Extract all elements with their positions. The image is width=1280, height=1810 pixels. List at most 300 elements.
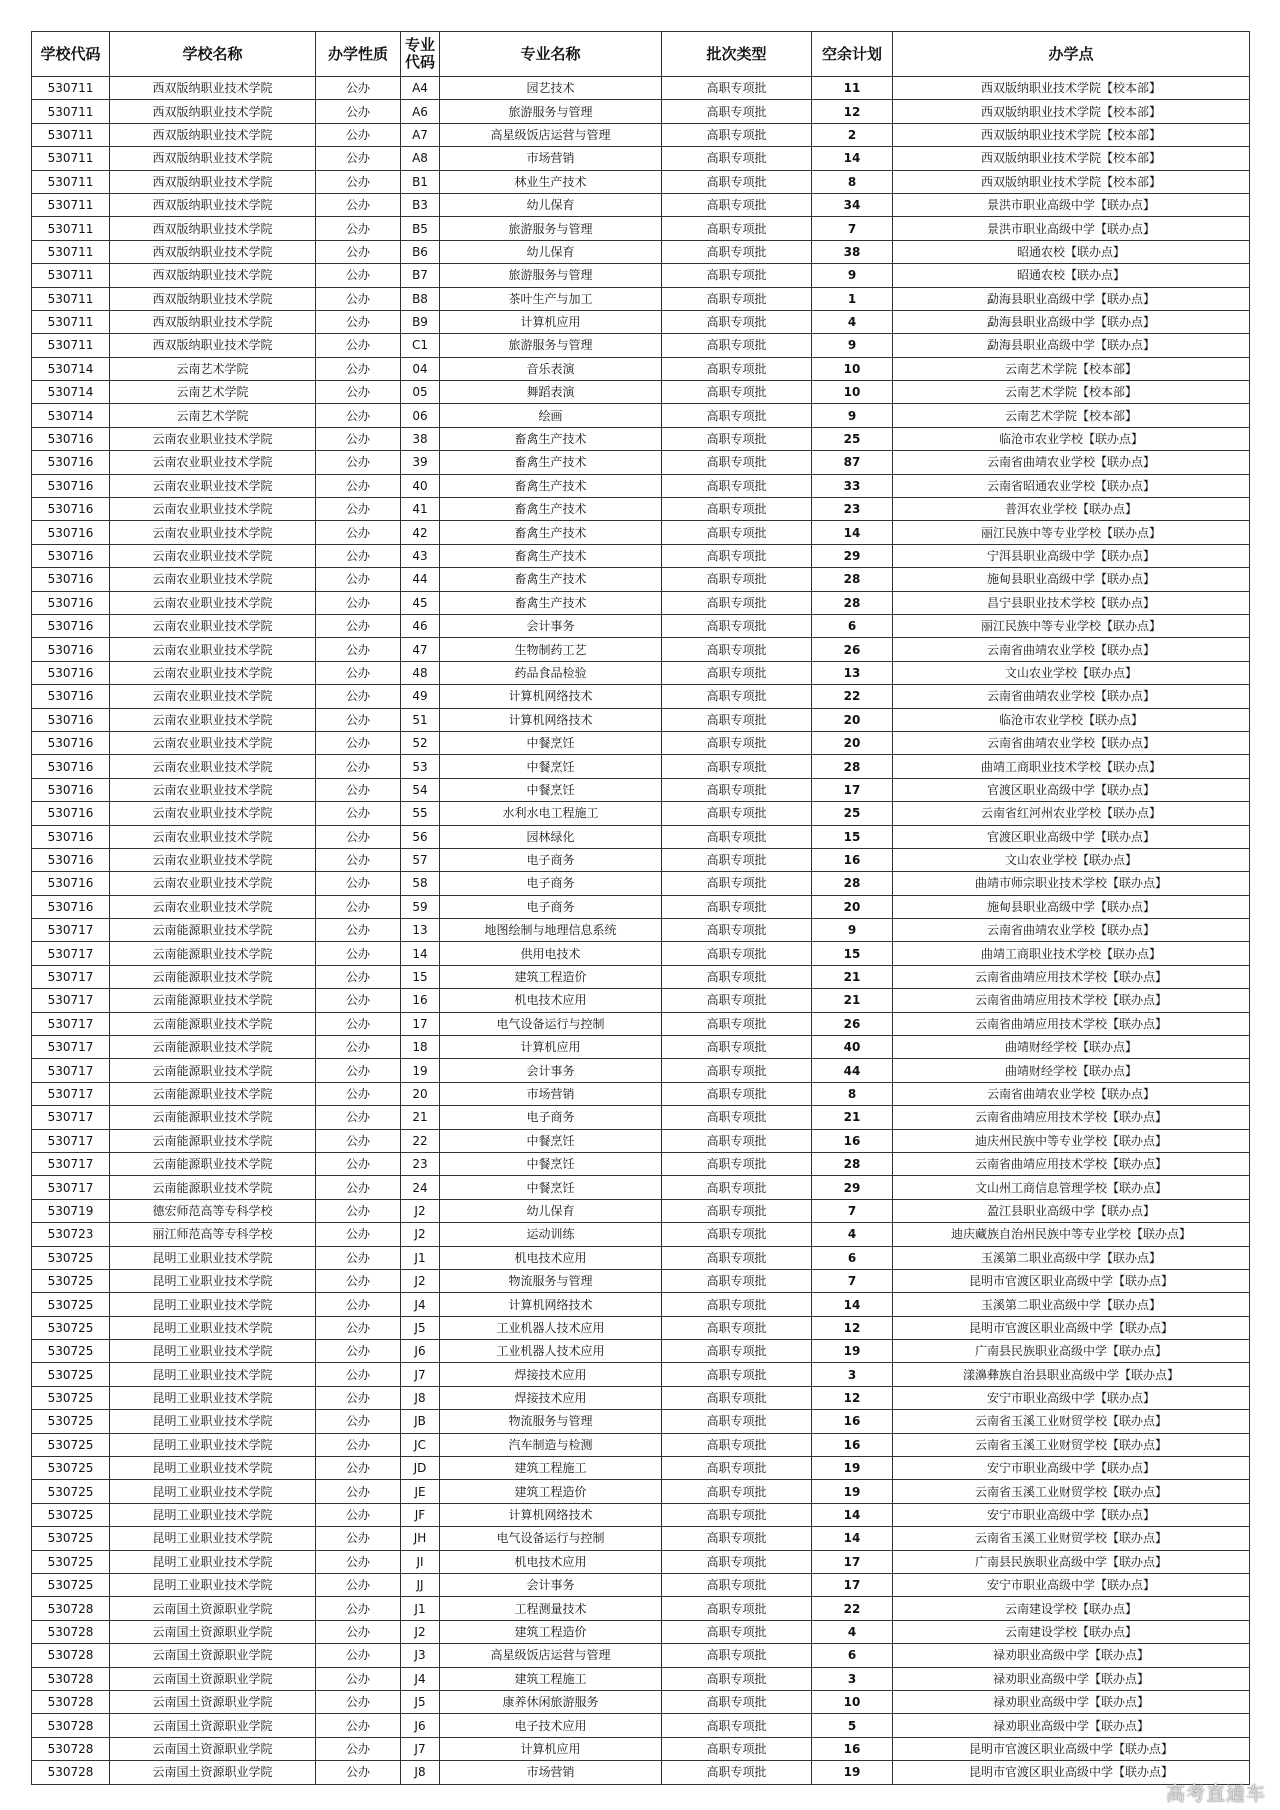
school-name-cell: 昆明工业职业技术学院 <box>110 1386 316 1409</box>
school-code-cell: 530728 <box>32 1597 110 1620</box>
major-code-cell: JH <box>401 1527 440 1550</box>
school-name-cell: 昆明工业职业技术学院 <box>110 1480 316 1503</box>
table-row <box>32 614 1250 637</box>
major-name-cell: 康养休闲旅游服务 <box>440 1690 662 1713</box>
school-code-cell: 530711 <box>32 310 110 333</box>
major-name-cell: 市场营销 <box>440 1761 662 1784</box>
campus-cell: 西双版纳职业技术学院【校本部】 <box>893 100 1250 123</box>
major-code-cell: 19 <box>401 1059 440 1082</box>
school-code-cell: 530716 <box>32 802 110 825</box>
school-type-cell: 公办 <box>316 498 401 521</box>
school-name-cell: 昆明工业职业技术学院 <box>110 1433 316 1456</box>
table-row <box>32 381 1250 404</box>
major-name-cell: 中餐烹饪 <box>440 778 662 801</box>
batch-type-cell: 高职专项批 <box>662 1199 812 1222</box>
school-code-cell: 530717 <box>32 965 110 988</box>
school-name-cell: 云南农业职业技术学院 <box>110 614 316 637</box>
school-type-cell: 公办 <box>316 1737 401 1760</box>
school-code-cell: 530725 <box>32 1316 110 1339</box>
major-code-cell: J8 <box>401 1386 440 1409</box>
batch-type-cell: 高职专项批 <box>662 1082 812 1105</box>
major-name-cell: 中餐烹饪 <box>440 1176 662 1199</box>
campus-cell: 玉溪第二职业高级中学【联办点】 <box>893 1246 1250 1269</box>
school-code-cell: 530717 <box>32 1036 110 1059</box>
campus-cell: 曲靖工商职业技术学校【联办点】 <box>893 942 1250 965</box>
campus-cell: 昆明市官渡区职业高级中学【联办点】 <box>893 1316 1250 1339</box>
school-type-cell: 公办 <box>316 1597 401 1620</box>
major-code-cell: JD <box>401 1457 440 1480</box>
vacant-plan-cell: 15 <box>812 825 893 848</box>
major-code-cell: 48 <box>401 661 440 684</box>
major-name-cell: 会计事务 <box>440 614 662 637</box>
batch-type-cell: 高职专项批 <box>662 1574 812 1597</box>
school-name-cell: 西双版纳职业技术学院 <box>110 264 316 287</box>
school-name-cell: 云南艺术学院 <box>110 404 316 427</box>
major-code-cell: J1 <box>401 1597 440 1620</box>
major-code-cell: 47 <box>401 638 440 661</box>
table-row <box>32 1340 1250 1363</box>
major-name-cell: 供用电技术 <box>440 942 662 965</box>
school-code-cell: 530711 <box>32 147 110 170</box>
batch-type-cell: 高职专项批 <box>662 1737 812 1760</box>
school-name-cell: 昆明工业职业技术学院 <box>110 1246 316 1269</box>
school-type-cell: 公办 <box>316 825 401 848</box>
campus-cell: 昆明市官渡区职业高级中学【联办点】 <box>893 1761 1250 1784</box>
table-row <box>32 451 1250 474</box>
table-row <box>32 755 1250 778</box>
major-code-cell: 39 <box>401 451 440 474</box>
batch-type-cell: 高职专项批 <box>662 685 812 708</box>
vacant-plan-cell: 19 <box>812 1340 893 1363</box>
vacant-plan-cell: 3 <box>812 1667 893 1690</box>
school-name-cell: 云南农业职业技术学院 <box>110 778 316 801</box>
batch-type-cell: 高职专项批 <box>662 77 812 100</box>
major-code-cell: 58 <box>401 872 440 895</box>
school-type-cell: 公办 <box>316 1152 401 1175</box>
school-type-cell: 公办 <box>316 1269 401 1292</box>
major-name-cell: 畜禽生产技术 <box>440 568 662 591</box>
batch-type-cell: 高职专项批 <box>662 1316 812 1339</box>
batch-type-cell: 高职专项批 <box>662 1690 812 1713</box>
table-row <box>32 919 1250 942</box>
vacant-plan-cell: 29 <box>812 544 893 567</box>
batch-type-cell: 高职专项批 <box>662 1059 812 1082</box>
vacant-plan-cell: 8 <box>812 170 893 193</box>
school-type-cell: 公办 <box>316 965 401 988</box>
batch-type-cell: 高职专项批 <box>662 1597 812 1620</box>
major-code-cell: J5 <box>401 1316 440 1339</box>
campus-cell: 云南艺术学院【校本部】 <box>893 381 1250 404</box>
table-row <box>32 1737 1250 1760</box>
batch-type-cell: 高职专项批 <box>662 895 812 918</box>
school-type-cell: 公办 <box>316 568 401 591</box>
school-code-cell: 530725 <box>32 1293 110 1316</box>
vacant-plan-cell: 20 <box>812 708 893 731</box>
school-name-cell: 昆明工业职业技术学院 <box>110 1363 316 1386</box>
table-row <box>32 123 1250 146</box>
school-code-cell: 530716 <box>32 521 110 544</box>
vacant-plan-cell: 21 <box>812 1106 893 1129</box>
campus-cell: 云南省曲靖农业学校【联办点】 <box>893 919 1250 942</box>
table-row <box>32 591 1250 614</box>
table-row <box>32 1550 1250 1573</box>
batch-type-cell: 高职专项批 <box>662 919 812 942</box>
major-name-cell: 中餐烹饪 <box>440 731 662 754</box>
batch-type-cell: 高职专项批 <box>662 661 812 684</box>
major-code-cell: 04 <box>401 357 440 380</box>
school-name-cell: 云南国土资源职业学院 <box>110 1737 316 1760</box>
major-name-cell: 建筑工程施工 <box>440 1667 662 1690</box>
major-name-cell: 电子商务 <box>440 872 662 895</box>
table-row <box>32 708 1250 731</box>
batch-type-cell: 高职专项批 <box>662 1223 812 1246</box>
batch-type-cell: 高职专项批 <box>662 989 812 1012</box>
vacant-plan-cell: 28 <box>812 872 893 895</box>
school-code-cell: 530717 <box>32 1082 110 1105</box>
campus-cell: 临沧市农业学校【联办点】 <box>893 427 1250 450</box>
vacant-plan-cell: 11 <box>812 77 893 100</box>
major-code-cell: 55 <box>401 802 440 825</box>
vacant-plan-cell: 22 <box>812 685 893 708</box>
batch-type-cell: 高职专项批 <box>662 1176 812 1199</box>
table-row <box>32 264 1250 287</box>
school-code-cell: 530716 <box>32 474 110 497</box>
school-name-cell: 云南农业职业技术学院 <box>110 474 316 497</box>
major-code-cell: A8 <box>401 147 440 170</box>
batch-type-cell: 高职专项批 <box>662 474 812 497</box>
major-code-cell: 45 <box>401 591 440 614</box>
batch-type-cell: 高职专项批 <box>662 614 812 637</box>
school-type-cell: 公办 <box>316 614 401 637</box>
major-name-cell: 焊接技术应用 <box>440 1386 662 1409</box>
batch-type-cell: 高职专项批 <box>662 451 812 474</box>
school-code-cell: 530714 <box>32 381 110 404</box>
school-type-cell: 公办 <box>316 264 401 287</box>
campus-cell: 云南省红河州农业学校【联办点】 <box>893 802 1250 825</box>
vacant-plan-cell: 21 <box>812 965 893 988</box>
major-name-cell: 市场营销 <box>440 147 662 170</box>
school-name-cell: 昆明工业职业技术学院 <box>110 1316 316 1339</box>
school-name-cell: 云南能源职业技术学院 <box>110 1012 316 1035</box>
table-row <box>32 825 1250 848</box>
school-code-cell: 530711 <box>32 287 110 310</box>
school-type-cell: 公办 <box>316 1363 401 1386</box>
major-name-cell: 计算机网络技术 <box>440 1293 662 1316</box>
major-code-cell: 13 <box>401 919 440 942</box>
school-type-cell: 公办 <box>316 1761 401 1784</box>
school-code-cell: 530719 <box>32 1199 110 1222</box>
school-type-cell: 公办 <box>316 778 401 801</box>
school-code-cell: 530716 <box>32 568 110 591</box>
school-name-cell: 云南农业职业技术学院 <box>110 848 316 871</box>
vacant-plan-cell: 4 <box>812 1620 893 1643</box>
school-type-cell: 公办 <box>316 357 401 380</box>
school-code-cell: 530717 <box>32 919 110 942</box>
batch-type-cell: 高职专项批 <box>662 1644 812 1667</box>
school-code-cell: 530716 <box>32 685 110 708</box>
campus-cell: 盈江县职业高级中学【联办点】 <box>893 1199 1250 1222</box>
school-type-cell: 公办 <box>316 427 401 450</box>
batch-type-cell: 高职专项批 <box>662 1457 812 1480</box>
school-name-cell: 云南农业职业技术学院 <box>110 544 316 567</box>
table-row <box>32 1269 1250 1292</box>
major-name-cell: 工业机器人技术应用 <box>440 1316 662 1339</box>
major-name-cell: 建筑工程造价 <box>440 1620 662 1643</box>
batch-type-cell: 高职专项批 <box>662 848 812 871</box>
major-code-cell: 20 <box>401 1082 440 1105</box>
table-row <box>32 100 1250 123</box>
major-name-cell: 工程测量技术 <box>440 1597 662 1620</box>
school-code-cell: 530716 <box>32 848 110 871</box>
major-name-cell: 茶叶生产与加工 <box>440 287 662 310</box>
major-name-cell: 运动训练 <box>440 1223 662 1246</box>
school-name-cell: 云南农业职业技术学院 <box>110 498 316 521</box>
campus-cell: 云南省玉溪工业财贸学校【联办点】 <box>893 1480 1250 1503</box>
school-name-cell: 云南农业职业技术学院 <box>110 427 316 450</box>
vacant-plan-cell: 7 <box>812 1269 893 1292</box>
major-name-cell: 园林绿化 <box>440 825 662 848</box>
vacant-plan-cell: 16 <box>812 848 893 871</box>
campus-cell: 迪庆藏族自治州民族中等专业学校【联办点】 <box>893 1223 1250 1246</box>
major-code-cell: JB <box>401 1410 440 1433</box>
school-code-cell: 530725 <box>32 1410 110 1433</box>
vacant-plan-cell: 34 <box>812 193 893 216</box>
table-row <box>32 1503 1250 1526</box>
campus-cell: 安宁市职业高级中学【联办点】 <box>893 1503 1250 1526</box>
school-type-cell: 公办 <box>316 1012 401 1035</box>
school-type-cell: 公办 <box>316 1410 401 1433</box>
campus-cell: 云南省曲靖农业学校【联办点】 <box>893 685 1250 708</box>
major-code-cell: 43 <box>401 544 440 567</box>
school-name-cell: 云南农业职业技术学院 <box>110 825 316 848</box>
major-code-cell: J4 <box>401 1293 440 1316</box>
major-name-cell: 畜禽生产技术 <box>440 591 662 614</box>
table-row <box>32 1223 1250 1246</box>
major-name-cell: 电子商务 <box>440 1106 662 1129</box>
vacant-plan-cell: 1 <box>812 287 893 310</box>
school-type-cell: 公办 <box>316 544 401 567</box>
vacant-plan-cell: 2 <box>812 123 893 146</box>
vacant-plan-cell: 13 <box>812 661 893 684</box>
school-code-cell: 530716 <box>32 451 110 474</box>
campus-cell: 文山州工商信息管理学校【联办点】 <box>893 1176 1250 1199</box>
table-row <box>32 474 1250 497</box>
vacant-plan-cell: 19 <box>812 1761 893 1784</box>
major-code-cell: J1 <box>401 1246 440 1269</box>
campus-cell: 西双版纳职业技术学院【校本部】 <box>893 147 1250 170</box>
school-type-cell: 公办 <box>316 100 401 123</box>
vacant-plan-cell: 28 <box>812 755 893 778</box>
table-row <box>32 1574 1250 1597</box>
major-name-cell: 幼儿保育 <box>440 1199 662 1222</box>
school-name-cell: 西双版纳职业技术学院 <box>110 310 316 333</box>
school-name-cell: 西双版纳职业技术学院 <box>110 170 316 193</box>
campus-cell: 云南省玉溪工业财贸学校【联办点】 <box>893 1527 1250 1550</box>
major-code-cell: B8 <box>401 287 440 310</box>
batch-type-cell: 高职专项批 <box>662 872 812 895</box>
school-code-cell: 530716 <box>32 498 110 521</box>
school-code-cell: 530725 <box>32 1527 110 1550</box>
major-code-cell: J6 <box>401 1714 440 1737</box>
batch-type-cell: 高职专项批 <box>662 123 812 146</box>
vacant-plan-cell: 15 <box>812 942 893 965</box>
major-name-cell: 水利水电工程施工 <box>440 802 662 825</box>
campus-cell: 云南艺术学院【校本部】 <box>893 404 1250 427</box>
table-row <box>32 568 1250 591</box>
major-code-cell: 57 <box>401 848 440 871</box>
school-type-cell: 公办 <box>316 240 401 263</box>
school-type-cell: 公办 <box>316 1690 401 1713</box>
table-row <box>32 334 1250 357</box>
major-name-cell: 畜禽生产技术 <box>440 544 662 567</box>
school-type-cell: 公办 <box>316 287 401 310</box>
school-type-cell: 公办 <box>316 1059 401 1082</box>
vacant-plan-cell: 4 <box>812 310 893 333</box>
vacant-plan-cell: 9 <box>812 404 893 427</box>
vacant-plan-cell: 25 <box>812 427 893 450</box>
major-name-cell: 旅游服务与管理 <box>440 100 662 123</box>
major-name-cell: 计算机应用 <box>440 1737 662 1760</box>
major-code-cell: JF <box>401 1503 440 1526</box>
vacant-plan-cell: 16 <box>812 1129 893 1152</box>
major-name-cell: 市场营销 <box>440 1082 662 1105</box>
batch-type-cell: 高职专项批 <box>662 1714 812 1737</box>
school-name-cell: 西双版纳职业技术学院 <box>110 77 316 100</box>
school-type-cell: 公办 <box>316 1340 401 1363</box>
school-type-cell: 公办 <box>316 872 401 895</box>
major-code-cell: B1 <box>401 170 440 193</box>
school-name-cell: 云南能源职业技术学院 <box>110 1036 316 1059</box>
campus-cell: 玉溪第二职业高级中学【联办点】 <box>893 1293 1250 1316</box>
school-name-cell: 昆明工业职业技术学院 <box>110 1293 316 1316</box>
batch-type-cell: 高职专项批 <box>662 1129 812 1152</box>
school-type-cell: 公办 <box>316 404 401 427</box>
batch-type-cell: 高职专项批 <box>662 310 812 333</box>
school-code-cell: 530716 <box>32 708 110 731</box>
table-row <box>32 1106 1250 1129</box>
school-type-cell: 公办 <box>316 521 401 544</box>
batch-type-cell: 高职专项批 <box>662 100 812 123</box>
major-code-cell: 44 <box>401 568 440 591</box>
vacant-plan-cell: 17 <box>812 1574 893 1597</box>
major-name-cell: 物流服务与管理 <box>440 1269 662 1292</box>
school-code-cell: 530716 <box>32 427 110 450</box>
table-row <box>32 1082 1250 1105</box>
school-type-cell: 公办 <box>316 1176 401 1199</box>
school-name-cell: 云南农业职业技术学院 <box>110 661 316 684</box>
school-type-cell: 公办 <box>316 942 401 965</box>
school-code-cell: 530725 <box>32 1457 110 1480</box>
major-code-cell: J8 <box>401 1761 440 1784</box>
vacant-plan-cell: 6 <box>812 1644 893 1667</box>
school-name-cell: 云南能源职业技术学院 <box>110 1176 316 1199</box>
campus-cell: 勐海县职业高级中学【联办点】 <box>893 310 1250 333</box>
table-row <box>32 427 1250 450</box>
campus-cell: 曲靖财经学校【联办点】 <box>893 1059 1250 1082</box>
vacant-plan-cell: 20 <box>812 895 893 918</box>
batch-type-cell: 高职专项批 <box>662 1340 812 1363</box>
school-name-cell: 西双版纳职业技术学院 <box>110 100 316 123</box>
batch-type-cell: 高职专项批 <box>662 942 812 965</box>
table-row <box>32 1316 1250 1339</box>
school-code-cell: 530728 <box>32 1737 110 1760</box>
header-major-name: 专业名称 <box>440 32 662 77</box>
major-name-cell: 幼儿保育 <box>440 240 662 263</box>
batch-type-cell: 高职专项批 <box>662 1152 812 1175</box>
campus-cell: 云南省曲靖农业学校【联办点】 <box>893 638 1250 661</box>
vacant-plan-cell: 3 <box>812 1363 893 1386</box>
batch-type-cell: 高职专项批 <box>662 568 812 591</box>
school-name-cell: 丽江师范高等专科学校 <box>110 1223 316 1246</box>
batch-type-cell: 高职专项批 <box>662 240 812 263</box>
table-row <box>32 193 1250 216</box>
school-name-cell: 西双版纳职业技术学院 <box>110 240 316 263</box>
school-name-cell: 云南农业职业技术学院 <box>110 451 316 474</box>
school-type-cell: 公办 <box>316 1620 401 1643</box>
table-row <box>32 802 1250 825</box>
major-name-cell: 建筑工程造价 <box>440 965 662 988</box>
major-name-cell: 中餐烹饪 <box>440 755 662 778</box>
major-code-cell: 24 <box>401 1176 440 1199</box>
school-code-cell: 530725 <box>32 1433 110 1456</box>
vacant-plan-cell: 9 <box>812 919 893 942</box>
table-row <box>32 1152 1250 1175</box>
major-code-cell: 18 <box>401 1036 440 1059</box>
table-row <box>32 404 1250 427</box>
school-name-cell: 德宏师范高等专科学校 <box>110 1199 316 1222</box>
table-row <box>32 661 1250 684</box>
campus-cell: 广南县民族职业高级中学【联办点】 <box>893 1340 1250 1363</box>
table-row <box>32 942 1250 965</box>
school-type-cell: 公办 <box>316 755 401 778</box>
school-name-cell: 西双版纳职业技术学院 <box>110 123 316 146</box>
table-row <box>32 1199 1250 1222</box>
major-name-cell: 建筑工程造价 <box>440 1480 662 1503</box>
batch-type-cell: 高职专项批 <box>662 427 812 450</box>
campus-cell: 广南县民族职业高级中学【联办点】 <box>893 1550 1250 1573</box>
vacant-plan-cell: 10 <box>812 357 893 380</box>
batch-type-cell: 高职专项批 <box>662 1480 812 1503</box>
major-name-cell: 焊接技术应用 <box>440 1363 662 1386</box>
table-row <box>32 1480 1250 1503</box>
major-code-cell: J2 <box>401 1620 440 1643</box>
campus-cell: 施甸县职业高级中学【联办点】 <box>893 895 1250 918</box>
table-row <box>32 1667 1250 1690</box>
school-type-cell: 公办 <box>316 1527 401 1550</box>
table-row <box>32 685 1250 708</box>
school-code-cell: 530717 <box>32 1152 110 1175</box>
campus-cell: 云南省曲靖农业学校【联办点】 <box>893 1082 1250 1105</box>
batch-type-cell: 高职专项批 <box>662 778 812 801</box>
major-code-cell: 21 <box>401 1106 440 1129</box>
major-code-cell: J5 <box>401 1690 440 1713</box>
major-code-cell: 42 <box>401 521 440 544</box>
school-type-cell: 公办 <box>316 1316 401 1339</box>
vacant-plan-cell: 14 <box>812 1527 893 1550</box>
table-row <box>32 240 1250 263</box>
vacant-plan-cell: 5 <box>812 1714 893 1737</box>
school-type-cell: 公办 <box>316 638 401 661</box>
school-name-cell: 云南农业职业技术学院 <box>110 755 316 778</box>
table-row <box>32 638 1250 661</box>
campus-cell: 西双版纳职业技术学院【校本部】 <box>893 170 1250 193</box>
school-type-cell: 公办 <box>316 1386 401 1409</box>
major-code-cell: 17 <box>401 1012 440 1035</box>
school-name-cell: 云南能源职业技术学院 <box>110 1106 316 1129</box>
school-code-cell: 530716 <box>32 544 110 567</box>
major-code-cell: A6 <box>401 100 440 123</box>
school-name-cell: 云南农业职业技术学院 <box>110 521 316 544</box>
